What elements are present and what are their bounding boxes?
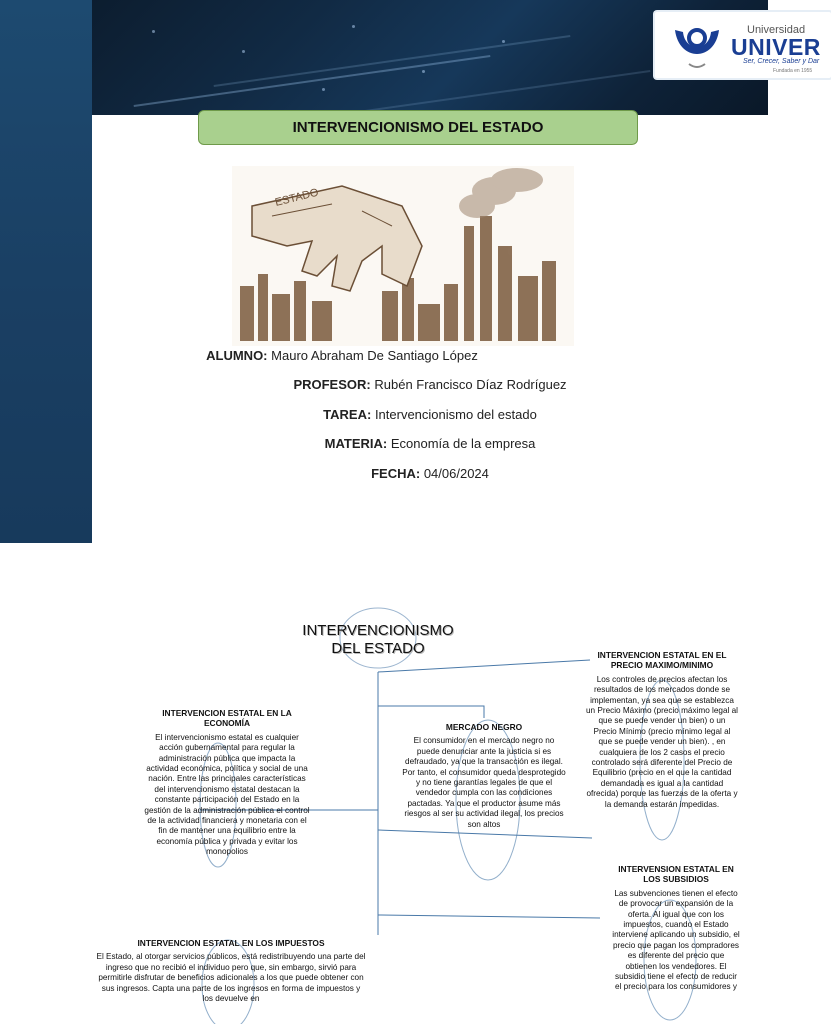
logo-name: UNIVER bbox=[731, 34, 821, 60]
node-text: Los controles de precios afectan los resultados de los mercados donde se implementan, ya sea que se establezca un Precio Máximo (precio máximo legal al que se puede vender un bien) o un Precio Mínimo (precio mínimo legal al que se puede vender un bien). , en cualquiera de los 2 casos el precio controlado será diferente del Precio de Equilibrio (precio en el que la cantidad demandada es igual a la cantidad ofrecida) porque las fuerzas de la oferta y la demanda estarán impedidas. bbox=[586, 674, 738, 809]
field-value: 04/06/2024 bbox=[423, 466, 489, 481]
field-label: PROFESOR: bbox=[293, 377, 371, 392]
mindmap-title bbox=[290, 622, 466, 658]
field-value: Intervencionismo del estado bbox=[374, 407, 537, 422]
logo-slogan: Ser, Crecer, Saber y Dar bbox=[743, 58, 820, 65]
cover-title: INTERVENCIONISMO DEL ESTADO bbox=[198, 110, 638, 145]
field-label: FECHA: bbox=[371, 466, 421, 481]
node-heading: INTERVENCION ESTATAL EN LOS IMPUESTOS bbox=[137, 938, 325, 948]
node-heading: INTERVENCION ESTATAL EN EL PRECIO MAXIMO/MINIMO bbox=[597, 650, 727, 671]
node-text: Las subvenciones tienen el efecto de provocar un expansión de la oferta. Al igual que con los impuestos, cuando el Estado interviene aplicando un subsidio, el precio que pagan los compradores es diferente del precio que obtienen los vendedores. El subsidio tiene el efecto de reducir el precio para los consumidores y bbox=[612, 888, 740, 992]
node-economia bbox=[144, 708, 310, 858]
logo-founded: Fundada en 1955 bbox=[773, 68, 813, 74]
node-text: El consumidor en el mercado negro no puede denunciar ante la justicia si es defraudado, ya que la transacción es ilegal. Por tanto, el consumidor queda desprotegido y no tiene garantías legales de que el vendedor cumpla con las condiciones pactadas. Ya que el productor asume más riesgos al ser su actividad ilegal, los precios son altos bbox=[402, 736, 566, 829]
field-label: MATERIA: bbox=[324, 436, 388, 451]
mindmap-title-text: INTERVENCIONISMO DEL ESTADO bbox=[302, 622, 454, 657]
node-mercado-negro bbox=[402, 722, 566, 830]
node-impuestos bbox=[96, 938, 366, 1024]
node-subsidios bbox=[612, 864, 740, 1024]
field-value: Rubén Francisco Díaz Rodríguez bbox=[374, 377, 567, 392]
node-heading: INTERVENCION ESTATAL EN LA ECONOMÍA bbox=[162, 708, 292, 729]
node-heading: MERCADO NEGRO bbox=[445, 722, 523, 732]
logo-university-label: Universidad bbox=[747, 24, 806, 36]
field-label: ALUMNO: bbox=[206, 348, 268, 363]
node-text: El Estado, al otorgar servicios públicos, está redistribuyendo una parte del ingreso que no recibió el individuo pero que, sin embargo, sirvió para permitirle disfrutar de beneficios adicionales a los que puede obtener con sus ingresos. Capta una parte de los ingresos en forma de impuestos y los devuelve en bbox=[96, 952, 366, 1004]
node-heading: INTERVENSION ESTATAL EN LOS SUBSIDIOS bbox=[618, 864, 734, 885]
illustration-label: ESTADO bbox=[273, 186, 320, 209]
node-precio-max-min bbox=[586, 650, 738, 810]
field-value: Economía de la empresa bbox=[390, 436, 536, 451]
node-text: El intervencionismo estatal es cualquier acción gubernamental para regular la administración pública que impacta la actividad económica, política y social de una nación. Entre las principales características del intervencionismo estatal destacan la constante participación del Estado en la gestión de la administración pública el control de la actividad financiera y monetaria con el fin de mantener una equilibrio entre la economía pública y privada y evitar los monopolios bbox=[144, 732, 310, 857]
field-value: Mauro Abraham De Santiago López bbox=[271, 348, 478, 363]
field-label: TAREA: bbox=[323, 407, 372, 422]
